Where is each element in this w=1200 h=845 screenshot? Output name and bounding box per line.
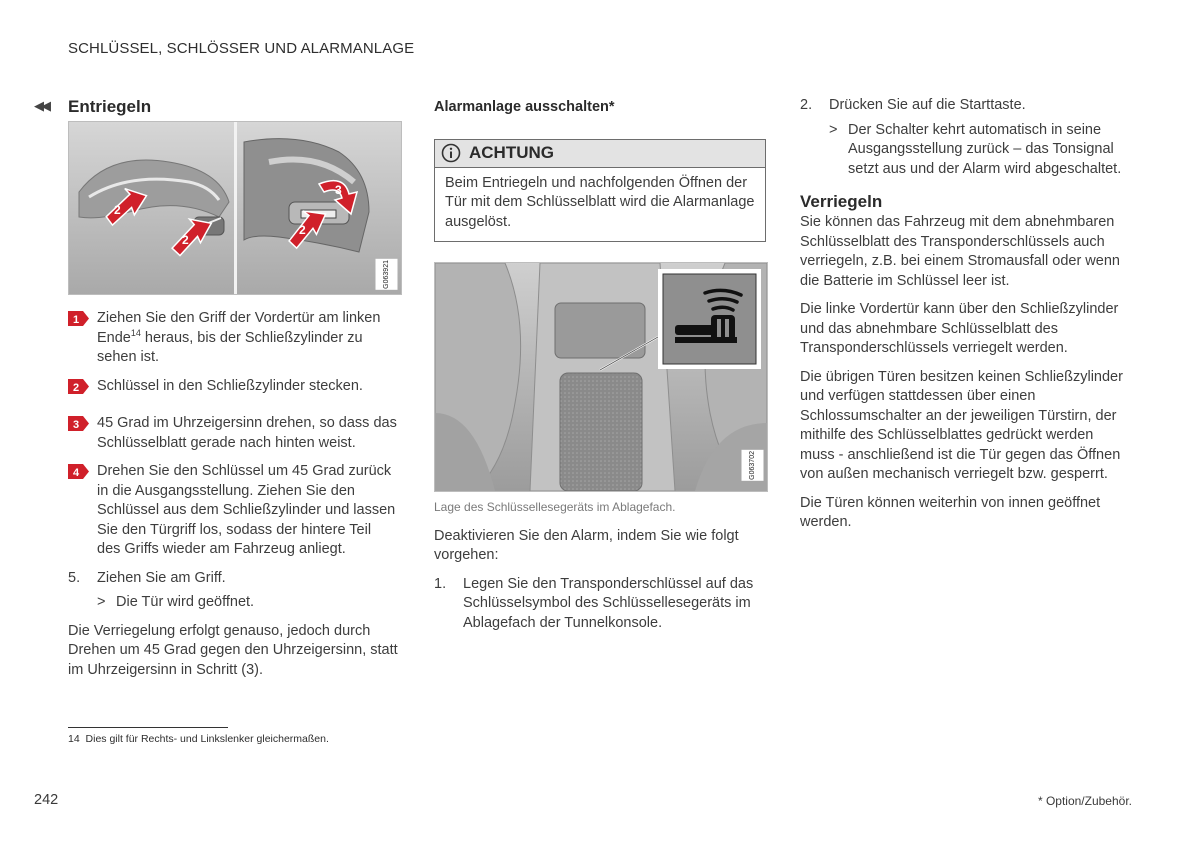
lock-paragraph-1: Sie können das Fahrzeug mit dem abnehmbaren Schlüsselblatt des Transponderschlüssels auch verriegeln, z.B. bei einem Stromausfall oder wenn die Batterie im Schlüssel leer ist. [800, 214, 1120, 289]
lock-paragraph-4: Die Türen können weiterhin von innen geöffnet werden. [800, 494, 1101, 530]
step-badge-icon [68, 379, 89, 394]
alarm-intro: Deaktivieren Sie den Alarm, indem Sie wie folgt vorgehen: [434, 527, 739, 563]
list-item [68, 414, 398, 453]
closing-paragraph: Die Verriegelung erfolgt genauso, jedoch durch Drehen um 45 Grad gegen den Uhrzeigersinn, statt im Uhrzeigersinn in Schritt (3). [68, 622, 398, 678]
warning-header [435, 140, 765, 168]
svg-text:2: 2 [73, 381, 80, 394]
list-item [68, 462, 398, 560]
result-glyph: > [97, 594, 106, 610]
svg-text:2: 2 [182, 233, 189, 247]
step-text: Schlüssel in den Schließzylinder stecken. [97, 377, 363, 394]
step-text-cont: heraus, bis der Schließzylinder zu sehen ist. [97, 329, 363, 365]
unlock-steps [68, 309, 398, 560]
footnote-number: 14 [68, 733, 80, 745]
footnote [68, 733, 329, 745]
lock-paragraph-2: Die linke Vordertür kann über den Schließzylinder und das abnehmbare Schlüsselblatt des Transponderschlüssels verriegelt werden. [800, 301, 1119, 356]
step-text: Drücken Sie auf die Starttaste. [829, 97, 1026, 113]
result-text: Die Tür wird geöffnet. [116, 594, 255, 610]
step-badge-icon [68, 311, 89, 326]
image-id: G063702 [742, 450, 764, 481]
step-text: Drehen Sie den Schlüssel um 45 Grad zurück in die Ausgangsstellung. Ziehen Sie den Schlüssel aus dem Schließzylinder und lassen Sie den Türgriff los, sodass der hintere Teil des Griffs wieder am Fahrzeug anliegt. [97, 463, 396, 557]
svg-text:2: 2 [114, 203, 121, 217]
door-handle-drawing [69, 122, 401, 294]
result-glyph: > [829, 121, 838, 138]
footnote-ref[interactable]: 14 [130, 327, 141, 338]
warning-box [434, 139, 766, 243]
step-2-result [800, 121, 1132, 180]
svg-text:2: 2 [299, 223, 306, 237]
step-text: Ziehen Sie den Griff der Vordertür am linken Ende [97, 310, 381, 346]
footnote-divider [68, 727, 228, 728]
warning-body: Beim Entriegeln und nachfolgenden Öffnen der Tür mit dem Schlüsselblatt wird die Alarmanlage ausgelöst. [445, 174, 755, 230]
svg-text:3: 3 [335, 183, 342, 197]
step-5 [68, 569, 398, 589]
image-caption: Lage des Schlüssellesegeräts im Ablagefach. [434, 500, 676, 514]
column-unlock [68, 96, 398, 680]
step-2 [800, 96, 1132, 116]
step-1 [434, 575, 766, 634]
section-heading-verriegeln: Verriegeln [800, 192, 883, 211]
column-lock [800, 96, 1132, 533]
section-heading-entriegeln: Entriegeln [68, 97, 152, 116]
lock-paragraph-3: Die übrigen Türen besitzen keinen Schließzylinder und verfügen stattdessen über einen Schlossumschalter an der jeweiligen Türstirn, der mithilfe des Schlüsselblattes gedrückt werden muss - anschließend ist die Tür gegen das Öffnen von außen mechanisch verriegelt bzw. gesperrt. [800, 368, 1123, 482]
page-number: 242 [34, 792, 59, 808]
double-left-chevron-icon[interactable]: ◀◀ [34, 98, 48, 113]
info-circle-icon [441, 143, 461, 163]
console-illustration [434, 262, 768, 492]
step-text: Ziehen Sie am Griff. [97, 569, 226, 586]
chapter-header: SCHLÜSSEL, SCHLÖSSER UND ALARMANLAGE [68, 40, 415, 57]
key-wireless-icon [671, 285, 747, 351]
list-item [68, 309, 398, 368]
warning-title: ACHTUNG [469, 143, 554, 163]
list-item [68, 377, 398, 397]
svg-text:1: 1 [73, 314, 80, 326]
image-id: G063921 [376, 259, 398, 290]
step-number: 2. [800, 97, 813, 113]
door-handle-illustration [68, 121, 402, 295]
footnote-text: Dies gilt für Rechts- und Linkslenker gleichermaßen. [85, 733, 329, 745]
step-text: 45 Grad im Uhrzeigersinn drehen, so dass das Schlüsselblatt gerade nach hinten weist. [97, 415, 397, 451]
section-heading-alarm: Alarmanlage ausschalten* [434, 99, 615, 115]
result-text: Der Schalter kehrt automatisch in seine Ausgangsstellung zurück – das Tonsignal setzt aus und der Alarm wird abgeschaltet. [848, 121, 1122, 177]
column-alarm [434, 96, 766, 633]
step-number: 5. [68, 569, 81, 586]
svg-text:3: 3 [73, 419, 80, 431]
step-number: 1. [434, 575, 447, 592]
svg-text:4: 4 [73, 467, 80, 479]
step-badge-icon [68, 416, 89, 431]
step-text: Legen Sie den Transponderschlüssel auf das Schlüsselsymbol des Schlüssellesegeräts im Ablagefach der Tunnelkonsole. [463, 575, 754, 631]
step-badge-icon [68, 464, 89, 479]
option-note: * Option/Zubehör. [1037, 794, 1132, 808]
step-5-result [68, 593, 398, 613]
